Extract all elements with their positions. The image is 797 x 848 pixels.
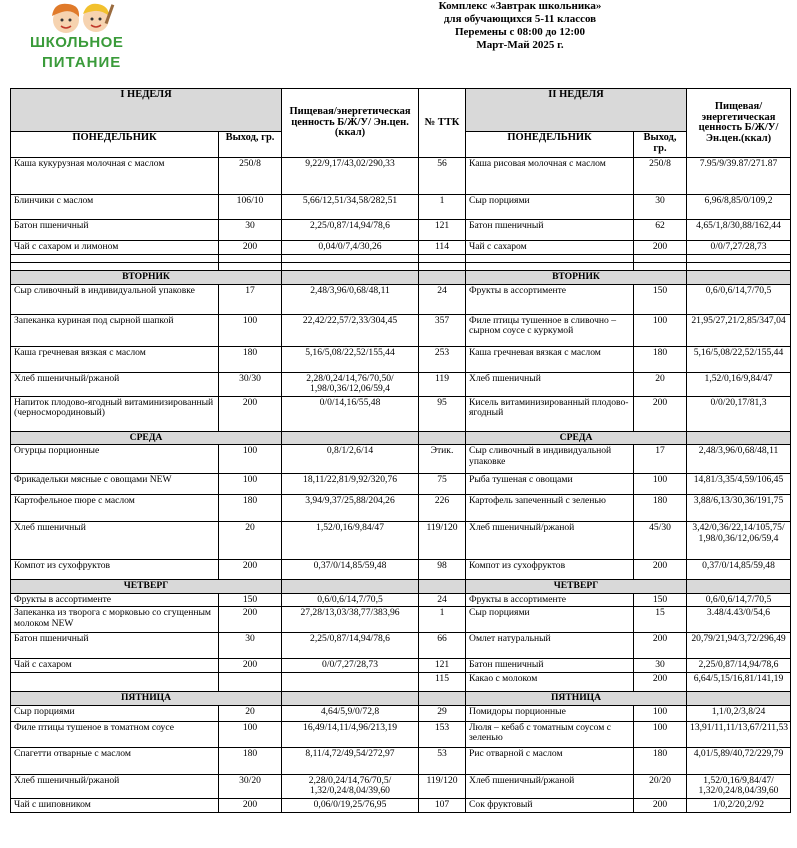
yield-left: 200 [219, 241, 282, 255]
nutrition-right: 7.95/9/39.87/271.87 [687, 158, 791, 195]
ttk-number: 1 [419, 195, 466, 220]
dish-name-right: Фрукты в ассортименте [466, 284, 634, 314]
nutrition-left: 0,04/0/7,4/30,26 [282, 241, 419, 255]
dish-name-right: Батон пшеничный [466, 220, 634, 241]
table-row [11, 798, 791, 812]
table-row [11, 633, 791, 659]
ttk-number: 119/120 [419, 522, 466, 560]
nutrition-right: 2,25/0,87/14,94/78,6 [687, 659, 791, 673]
dish-name-left: Чай с сахаром и лимоном [11, 241, 219, 255]
day-monday-left: ПОНЕДЕЛЬНИК [11, 132, 219, 158]
day-header-right: ПЯТНИЦА [466, 692, 687, 706]
table-row [11, 560, 791, 580]
yield-right: 250/8 [634, 158, 687, 195]
menu-table [10, 88, 791, 813]
ttk-number: 75 [419, 474, 466, 495]
dish-name-right: Сок фруктовый [466, 798, 634, 812]
header-line4: Март-Май 2025 г. [476, 39, 564, 51]
nutrition-left: 9,22/9,17/43,02/290,33 [282, 158, 419, 195]
dish-name-right: Фрукты в ассортименте [466, 593, 634, 607]
dish-name-left: Фрукты в ассортименте [11, 593, 219, 607]
table-header-row [11, 89, 791, 132]
dish-name-right: Какао с молоком [466, 673, 634, 692]
nutrition-left: 2,28/0,24/14,76/70,50/ 1,98/0,36/12,06/59,4 [282, 372, 419, 396]
table-row [11, 241, 791, 255]
yield-right: 100 [634, 314, 687, 346]
table-row [11, 474, 791, 495]
nutrition-left: 22,42/22,57/2,33/304,45 [282, 314, 419, 346]
yield-right: 200 [634, 673, 687, 692]
nutrition-right: 6,64/5,15/16,81/141,19 [687, 673, 791, 692]
ttk-number: 24 [419, 593, 466, 607]
nutrition-left: 0/0/14,16/55,48 [282, 396, 419, 431]
yield-header-right: Выход, гр. [634, 132, 687, 158]
yield-right: 20/20 [634, 774, 687, 798]
nutrition-left: 27,28/13,03/38,77/383,96 [282, 607, 419, 633]
ttk-number: 121 [419, 220, 466, 241]
ttk-number: 119/120 [419, 774, 466, 798]
ttk-number: 357 [419, 314, 466, 346]
table-row [11, 721, 791, 747]
day-header-left: ПЯТНИЦА [11, 692, 282, 706]
nutrition-left: 2,25/0,87/14,94/78,6 [282, 633, 419, 659]
yield-right: 45/30 [634, 522, 687, 560]
dish-name-right: Помидоры порционные [466, 705, 634, 721]
empty-cell [282, 431, 419, 445]
dish-name-left: Батон пшеничный [11, 633, 219, 659]
empty-cell [419, 271, 466, 285]
day-header-row [11, 271, 791, 285]
dish-name-right: Сыр порциями [466, 195, 634, 220]
nutrition-left: 2,28/0,24/14,76/70,5/ 1,32/0,24/8,04/39,60 [282, 774, 419, 798]
dish-name-left: Чай с сахаром [11, 659, 219, 673]
table-row [11, 659, 791, 673]
table-row [11, 774, 791, 798]
ttk-number: 121 [419, 659, 466, 673]
table-row [11, 495, 791, 522]
ttk-number: 107 [419, 798, 466, 812]
table-row [11, 445, 791, 474]
ttk-number: 29 [419, 705, 466, 721]
nutrition-right: 5,16/5,08/22,52/155,44 [687, 346, 791, 372]
day-header-left: ЧЕТВЕРГ [11, 580, 282, 594]
nutrition-right: 4,65/1,8/30,88/162,44 [687, 220, 791, 241]
dish-name-right: Филе птицы тушенное в сливочно – сырном соусе с куркумой [466, 314, 634, 346]
empty-cell [687, 580, 791, 594]
table-row [11, 220, 791, 241]
ttk-number: 115 [419, 673, 466, 692]
nutrition-left: 5,66/12,51/34,58/282,51 [282, 195, 419, 220]
empty-cell [282, 263, 419, 271]
nutrition-right: 3,42/0,36/22,14/105,75/ 1,98/0,36/12,06/59,4 [687, 522, 791, 560]
yield-left: 106/10 [219, 195, 282, 220]
dish-name-right: Хлеб пшеничный/ржаной [466, 774, 634, 798]
yield-left: 200 [219, 798, 282, 812]
dish-name-left: Хлеб пшеничный/ржаной [11, 774, 219, 798]
ttk-header: № ТТК [419, 89, 466, 158]
nutrition-left: 8,11/4,72/49,54/272,97 [282, 747, 419, 774]
nutrition-header-right: Пищевая/энергетическая ценность Б/Ж/У/ Эн.цен.(ккал) [687, 89, 791, 158]
day-header-right: ВТОРНИК [466, 271, 687, 285]
ttk-number: 66 [419, 633, 466, 659]
nutrition-right: 0,6/0,6/14,7/70,5 [687, 593, 791, 607]
yield-left: 20 [219, 705, 282, 721]
empty-cell [466, 255, 634, 263]
nutrition-right: 3,88/6,13/30,36/191,75 [687, 495, 791, 522]
nutrition-right: 6,96/8,85/0/109,2 [687, 195, 791, 220]
empty-cell [634, 255, 687, 263]
dish-name-left: Блинчики с маслом [11, 195, 219, 220]
empty-cell [11, 263, 219, 271]
table-row [11, 158, 791, 195]
dish-name-left: Компот из сухофруктов [11, 560, 219, 580]
yield-left: 100 [219, 445, 282, 474]
yield-right: 15 [634, 607, 687, 633]
logo-text-line1: ШКОЛЬНОЕ [30, 34, 124, 51]
nutrition-right: 0/0/7,27/28,73 [687, 241, 791, 255]
yield-right: 20 [634, 372, 687, 396]
dish-name-right: Рис отварной с маслом [466, 747, 634, 774]
dish-name-right: Омлет натуральный [466, 633, 634, 659]
nutrition-left: 0,8/1/2,6/14 [282, 445, 419, 474]
yield-right: 150 [634, 593, 687, 607]
school-food-logo [30, 0, 155, 80]
empty-cell [419, 580, 466, 594]
dish-name-left: Батон пшеничный [11, 220, 219, 241]
header-line1: Комплекс «Завтрак школьника» [438, 0, 602, 12]
yield-right: 200 [634, 396, 687, 431]
table-row [11, 195, 791, 220]
empty-cell [219, 263, 282, 271]
children-illustration-icon [42, 0, 122, 36]
dish-name-left: Сыр сливочный в индивидуальной упаковке [11, 284, 219, 314]
nutrition-left: 2,48/3,96/0,68/48,11 [282, 284, 419, 314]
yield-left: 180 [219, 346, 282, 372]
yield-right: 100 [634, 705, 687, 721]
ttk-number: 253 [419, 346, 466, 372]
yield-right: 62 [634, 220, 687, 241]
dish-name-right: Рыба тушеная с овощами [466, 474, 634, 495]
yield-left: 30/30 [219, 372, 282, 396]
nutrition-right: 2,48/3,96/0,68/48,11 [687, 445, 791, 474]
dish-name-left: Запеканка куриная под сырной шапкой [11, 314, 219, 346]
empty-cell [687, 263, 791, 271]
spacer-row [11, 263, 791, 271]
yield-left: 200 [219, 560, 282, 580]
yield-left: 180 [219, 747, 282, 774]
yield-left: 30 [219, 633, 282, 659]
dish-name-left: Хлеб пшеничный/ржаной [11, 372, 219, 396]
week2-header: II НЕДЕЛЯ [466, 89, 687, 132]
ttk-number: 24 [419, 284, 466, 314]
dish-name-right: Хлеб пшеничный [466, 372, 634, 396]
empty-cell [282, 580, 419, 594]
dish-name-left: Хлеб пшеничный [11, 522, 219, 560]
yield-left [219, 673, 282, 692]
empty-cell [419, 692, 466, 706]
day-header-left: СРЕДА [11, 431, 282, 445]
yield-left: 200 [219, 659, 282, 673]
yield-left: 150 [219, 593, 282, 607]
nutrition-right: 0,37/0/14,85/59,48 [687, 560, 791, 580]
dish-name-left: Каша гречневая вязкая с маслом [11, 346, 219, 372]
nutrition-right: 1,52/0,16/9,84/47/ 1,32/0,24/8,04/39,60 [687, 774, 791, 798]
dish-name-right: Каша гречневая вязкая с маслом [466, 346, 634, 372]
dish-name-left [11, 673, 219, 692]
nutrition-right: 1,52/0,16/9,84/47 [687, 372, 791, 396]
yield-right: 30 [634, 195, 687, 220]
empty-cell [687, 255, 791, 263]
yield-left: 100 [219, 314, 282, 346]
ttk-number: 95 [419, 396, 466, 431]
yield-left: 30 [219, 220, 282, 241]
day-header-row [11, 580, 791, 594]
yield-left: 200 [219, 396, 282, 431]
table-row [11, 372, 791, 396]
empty-cell [282, 255, 419, 263]
ttk-number: 98 [419, 560, 466, 580]
yield-right: 200 [634, 241, 687, 255]
table-row [11, 593, 791, 607]
ttk-number: 114 [419, 241, 466, 255]
empty-cell [419, 255, 466, 263]
yield-right: 180 [634, 747, 687, 774]
yield-left: 17 [219, 284, 282, 314]
ttk-number: Этик. [419, 445, 466, 474]
day-header-row [11, 692, 791, 706]
header-line2: для обучающихся 5-11 классов [443, 13, 597, 25]
day-monday-right: ПОНЕДЕЛЬНИК [466, 132, 634, 158]
dish-name-right: Кисель витаминизированный плодово-ягодный [466, 396, 634, 431]
nutrition-left: 3,94/9,37/25,88/204,26 [282, 495, 419, 522]
dish-name-right: Сыр сливочный в индивидуальной упаковке [466, 445, 634, 474]
empty-cell [419, 431, 466, 445]
empty-cell [11, 255, 219, 263]
table-row [11, 705, 791, 721]
nutrition-left: 0,37/0/14,85/59,48 [282, 560, 419, 580]
table-row [11, 284, 791, 314]
dish-name-left: Огурцы порционные [11, 445, 219, 474]
empty-cell [687, 431, 791, 445]
logo-text-line2: ПИТАНИЕ [42, 54, 122, 71]
nutrition-left: 0/0/7,27/28,73 [282, 659, 419, 673]
table-row [11, 314, 791, 346]
day-header-right: ЧЕТВЕРГ [466, 580, 687, 594]
yield-right: 100 [634, 474, 687, 495]
nutrition-left [282, 673, 419, 692]
week1-header: I НЕДЕЛЯ [11, 89, 282, 132]
document-header [380, 0, 660, 52]
yield-left: 100 [219, 721, 282, 747]
table-row [11, 747, 791, 774]
yield-left: 200 [219, 607, 282, 633]
yield-left: 250/8 [219, 158, 282, 195]
dish-name-right: Сыр порциями [466, 607, 634, 633]
nutrition-right: 0,6/0,6/14,7/70,5 [687, 284, 791, 314]
nutrition-right: 13,91/11,11/13,67/211,53 [687, 721, 791, 747]
ttk-number: 1 [419, 607, 466, 633]
dish-name-left: Чай с шиповником [11, 798, 219, 812]
yield-right: 100 [634, 721, 687, 747]
nutrition-left: 0,6/0,6/14,7/70,5 [282, 593, 419, 607]
day-header-left: ВТОРНИК [11, 271, 282, 285]
day-header-right: СРЕДА [466, 431, 687, 445]
nutrition-left: 0,06/0/19,25/76,95 [282, 798, 419, 812]
dish-name-right: Люля – кебаб с томатным соусом с зеленью [466, 721, 634, 747]
yield-left: 180 [219, 495, 282, 522]
day-header-row [11, 431, 791, 445]
dish-name-left: Картофельное пюре с маслом [11, 495, 219, 522]
header-line3: Перемены с 08:00 до 12:00 [454, 26, 585, 38]
empty-cell [687, 271, 791, 285]
empty-cell [634, 263, 687, 271]
yield-right: 30 [634, 659, 687, 673]
ttk-number: 226 [419, 495, 466, 522]
yield-right: 150 [634, 284, 687, 314]
table-row [11, 673, 791, 692]
nutrition-left: 5,16/5,08/22,52/155,44 [282, 346, 419, 372]
dish-name-left: Сыр порциями [11, 705, 219, 721]
nutrition-left: 4,64/5,9/0/72,8 [282, 705, 419, 721]
dish-name-left: Каша кукурузная молочная с маслом [11, 158, 219, 195]
dish-name-right: Чай с сахаром [466, 241, 634, 255]
dish-name-left: Филе птицы тушеное в томатном соусе [11, 721, 219, 747]
nutrition-right: 1,1/0,2/3,8/24 [687, 705, 791, 721]
ttk-number: 56 [419, 158, 466, 195]
yield-right: 180 [634, 495, 687, 522]
yield-right: 17 [634, 445, 687, 474]
yield-right: 180 [634, 346, 687, 372]
dish-name-left: Спагетти отварные с маслом [11, 747, 219, 774]
yield-right: 200 [634, 560, 687, 580]
empty-cell [687, 692, 791, 706]
table-row [11, 396, 791, 431]
ttk-number: 153 [419, 721, 466, 747]
yield-right: 200 [634, 633, 687, 659]
empty-cell [282, 692, 419, 706]
ttk-number: 119 [419, 372, 466, 396]
dish-name-right: Хлеб пшеничный/ржаной [466, 522, 634, 560]
nutrition-right: 20,79/21,94/3,72/296,49 [687, 633, 791, 659]
yield-left: 100 [219, 474, 282, 495]
empty-cell [219, 255, 282, 263]
dish-name-left: Запеканка из творога с морковью со сгущенным молоком NEW [11, 607, 219, 633]
nutrition-left: 18,11/22,81/9,92/320,76 [282, 474, 419, 495]
spacer-row [11, 255, 791, 263]
ttk-number: 53 [419, 747, 466, 774]
nutrition-right: 0/0/20,17/81,3 [687, 396, 791, 431]
table-row [11, 607, 791, 633]
nutrition-right: 1/0,2/20,2/92 [687, 798, 791, 812]
dish-name-right: Каша рисовая молочная с маслом [466, 158, 634, 195]
dish-name-right: Картофель запеченный с зеленью [466, 495, 634, 522]
nutrition-right: 4,01/5,89/40,72/229,79 [687, 747, 791, 774]
nutrition-right: 3.48/4.43/0/54,6 [687, 607, 791, 633]
dish-name-left: Фрикадельки мясные с овощами NEW [11, 474, 219, 495]
nutrition-right: 21,95/27,21/2,85/347,04 [687, 314, 791, 346]
dish-name-right: Батон пшеничный [466, 659, 634, 673]
nutrition-left: 2,25/0,87/14,94/78,6 [282, 220, 419, 241]
yield-left: 30/20 [219, 774, 282, 798]
yield-header-left: Выход, гр. [219, 132, 282, 158]
yield-right: 200 [634, 798, 687, 812]
table-row [11, 522, 791, 560]
dish-name-left: Напиток плодово-ягодный витаминизированный (черносмородиновый) [11, 396, 219, 431]
nutrition-left: 16,49/14,11/4,96/213,19 [282, 721, 419, 747]
empty-cell [466, 263, 634, 271]
nutrition-header-left: Пищевая/энергетическая ценность Б/Ж/У/ Эн.цен.(ккал) [282, 89, 419, 158]
yield-left: 20 [219, 522, 282, 560]
table-row [11, 346, 791, 372]
dish-name-right: Компот из сухофруктов [466, 560, 634, 580]
nutrition-left: 1,52/0,16/9,84/47 [282, 522, 419, 560]
nutrition-right: 14,81/3,35/4,59/106,45 [687, 474, 791, 495]
empty-cell [419, 263, 466, 271]
empty-cell [282, 271, 419, 285]
